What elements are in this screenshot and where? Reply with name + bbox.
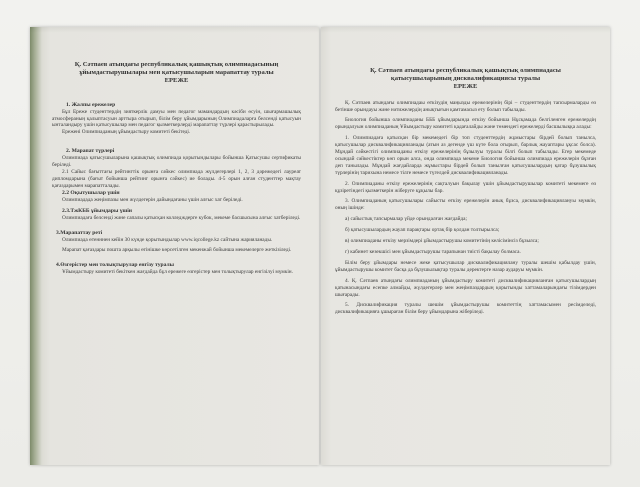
section-2-3-text: Олимпиадаға белсенді және сапалы қатысқан колледждерге кубок, мекеме басшысына алғыс хатберіледі.	[62, 214, 301, 221]
rule-item-1: 1. Олимпиадаға қатысқан бір мекемедегі бір топ студенттердің жұмыстары бірдей болып танылса, қатысушылар дисквалификацияланады (атын аз дегенде үш күте бола отырып, барлық жауаптары ұқсас болса). Мұндай сәйкестігі олимпиаданы өткізу ережелерінің бұзылуы туралы білгі болып табылады. Егер мекемеде осындай сәйкестіктер көп орын алса, онда олимпиада мекеме Биология бойынша олимпиада ережелерін бұзған деп танылады. Мұндай жағдайларда жұмыстары бірдей болып танылған қатысушылардың қатар бұзушылық түрлерінің тарихына немесе тілге немесе түгелдей дисквалификацияланады.	[335, 135, 596, 176]
section-2-heading: 2. Марапат түрлері	[66, 148, 115, 155]
section-3-heading: 3.Марапаттау реті	[56, 229, 103, 236]
rule-item-3c: в) олимпиаданы өткізу мерзімдері ұйымдастырушы комитетінің келісімінсіз бұзылса;	[345, 238, 539, 245]
right-para-b: Білім беру ұйымдары немесе жеке қатысушылар дисквалификациялану туралы шешім қабылдау үшін, ұйымдастырушы комитет басқа да бұзушылықтар туралы деректерге назар аударуы мүмкін.	[335, 259, 596, 273]
section-2-1-text: 2.1 Сайыс бағыттағы рейтингтік орынға сәйкес олимпиада жүлдегерлері 1, 2, 3 дәрежедегі лауреат дипломдарына (бағыт бойынша рейтинг орынға сәйкес) ие болады. 4-5 орын алған студенттер мақтау қағаздарымен марапатталады.	[52, 169, 301, 189]
left-page-content	[52, 27, 301, 465]
section-2-3-heading: 2.3.ТжКББ ұйымдары үшін	[62, 207, 133, 214]
left-document-page	[30, 27, 319, 465]
section-3-text-2: Марапат қағаздары пошта арқылы өтінішке көрсетілген мекенжай бойынша мекемелерге жеткізіледі.	[62, 247, 292, 254]
section-2-text: Олимпиада қатысушыларына қашықтық олимпиада қорытындылары бойынша Қатысушы сертификаты беріледі.	[52, 155, 301, 169]
section-4-text: Ұйымдастыру комитеті бекіткен жағдайда бұл ережеге өзгерістер мен толықтырулар енгізілуі мүмкін.	[62, 269, 293, 276]
right-title-line-2: қатысушыларының дисквалификациясы туралы	[390, 75, 541, 83]
rule-item-2: 2. Олимпиаданы өткізу ережелерінің сақталуын бақылау үшін ұйымдастырушылар комитеті мекемеге өз құзіретіндегі қызметкерін жіберуге құқылы бар.	[335, 180, 596, 194]
section-3-text: Олимпиада өтенннен кейін 30 күнде қорытындылар www.iqcollege.kz сайтына жарияланады.	[62, 236, 273, 243]
section-2-2-heading: 2.2 Оқытушылар үшін	[62, 189, 120, 196]
section-2-2-text: Олимпиадада жеңімпазы мен жүлдегерін дайындағаны үшін алғыс хат беріледі.	[62, 196, 243, 203]
section-1-text: Бұл Ереже студенттердің зияткерлік дамуы мен педагог мамандардың кәсіби өсуін, шығармашылық атмосфераның қалыптасуын арттыра отырып, білім беру ұйымдарының Олимпиадаларға белсенді қатысуын ынталандыру үшін қатысушылар мен педагог қызметкерлерді марапаттау түрлері қарастырылады.	[52, 108, 301, 129]
right-document-page	[321, 27, 610, 465]
section-1-text-2: Ережені Олимпиаданың ұйымдастыру комитеті бекітеді.	[62, 129, 191, 136]
rule-item-3a: а) сайыстық тапсырмалар үйде орындалған жағдайда;	[345, 216, 467, 223]
right-para-2: Биология бойынша олимпиаданы БББ ұйымдарында өткізу бойынша Нұсқамада белгіленген ережелердің орындалуын олимпиаданың Ұйымдастыру комитеті қадағалайды және төмендегі ережелерді басшылыққа алады:	[335, 117, 596, 131]
left-title-line-1: Қ. Сәтпаев атындағы республикалық қашықтық олимпиадасының	[74, 61, 279, 68]
rule-item-3: 3. Олимпиаданың қатысушылары сайысты өткізу ережелерін анық бұзса, дисквалификациялануы мүмкін, оның ішінде:	[335, 198, 596, 212]
rule-item-4: 4. Қ. Сәтпаев атындағы олимпиаданың ұйымдастыру комитеті дисквалификацияланған қатысушылардың қатынасындағы есепке алмайды, жүлдегерлер мен жеңімпаздардың қорытынды хаттамаларындағы тізімдерден шығарады.	[335, 277, 596, 298]
section-4-heading: 4.Өзгерістер мен толықтырулар енгізу туралы	[56, 262, 174, 269]
right-intro: Қ. Сәтпаев атындағы олимпиадаы өткізудің маңызды ережелерінің бірі – студенттердің тапсырмаларды өз бетінше орындауы және нәтижелердің анықтығын қамтамасыз ету болып табылады.	[335, 99, 596, 113]
left-page-title	[52, 61, 301, 86]
rule-item-3b: б) қатысушылардың жауап парақтары ортақ бір қолдан толтырылса;	[345, 227, 500, 234]
right-title-line-1: Қ. Сәтпаев атындағы республикалық қашықтық олимпиадасы	[370, 67, 561, 74]
rule-item-3d: г) кабинет кезекшісі мен ұйымдастырушы тарапынан тиісті бақылау болмаса.	[345, 249, 521, 256]
left-title-line-3: ЕРЕЖЕ	[164, 77, 189, 85]
rule-item-5: 5. Дисквалификация туралы шешім ұйымдастырушы комитеттің хаттамасымен ресімделеді, дисквалификацияға ұшыраған білім беру ұйымдарына жіберіледі.	[335, 302, 596, 316]
right-page-content	[335, 27, 596, 465]
right-page-title	[335, 67, 596, 92]
left-title-line-2: ұйымдастырушылары мен қатысушыларын марапаттау туралы	[79, 69, 274, 77]
right-title-line-3: ЕРЕЖЕ	[453, 83, 478, 91]
section-1-heading: 1. Жалпы ережелер	[66, 101, 116, 108]
